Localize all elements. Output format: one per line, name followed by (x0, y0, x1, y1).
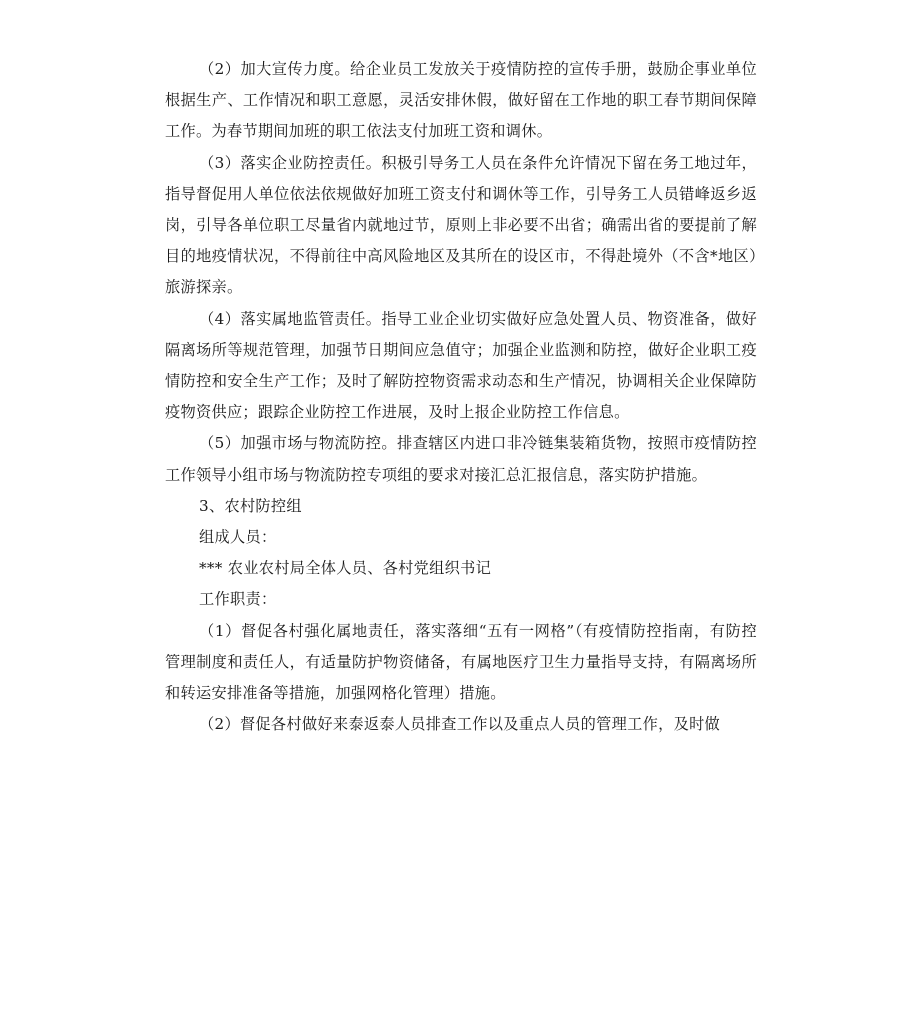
duty-item: （2）督促各村做好来泰返泰人员排查工作以及重点人员的管理工作，及时做 (199, 715, 721, 734)
paragraph-territorial-supervision: （4）落实属地监管责任。指导工业企业切实做好应急处置人员、物资准备，做好隔离场所等规范管理，加强节日期间应急值守；加强企业监测和防控，做好企业职工疫情防控和安全生产工作；及时了解防控物资需求动态和生产情况，协调相关企业保障防疫物资供应；跟踪企业防控工作进展，及时上报企业防控工作信息。 (165, 309, 757, 422)
duties-label: 工作职责： (199, 590, 277, 609)
section-title: 3、农村防控组 (199, 496, 302, 515)
paragraph-publicity: （2）加大宣传力度。给企业员工发放关于疫情防控的宣传手册，鼓励企事业单位根据生产、工作情况和职工意愿，灵活安排休假，做好留在工作地的职工春节期间保障工作。为春节期间加班的职工依法支付加班工资和调休。 (165, 60, 757, 141)
paragraph-market-logistics: （5）加强市场与物流防控。排查辖区内进口非冷链集装箱货物，按照市疫情防控工作领导小组市场与物流防控专项组的要求对接汇总汇报信息，落实防护措施。 (165, 434, 757, 484)
members-label: 组成人员： (199, 528, 277, 547)
duty-item: （1）督促各村强化属地责任，落实落细“五有一网格”（有疫情防控指南，有防控管理制度和责任人，有适量防护物资储备，有属地医疗卫生力量指导支持，有隔离场所和转运安排准备等措施，加强网格化管理）措施。 (165, 621, 757, 703)
paragraph-enterprise-responsibility: （3）落实企业防控责任。积极引导务工人员在条件允许情况下留在务工地过年，指导督促用人单位依法依规做好加班工资支付和调休等工作，引导务工人员错峰返乡返岗，引导各单位职工尽量省内就地过节，原则上非必要不出省；确需出省的要提前了解目的地疫情状况，不得前往中高风险地区及其所在的设区市，不得赴境外（不含*地区）旅游探亲。 (165, 153, 757, 297)
document-page (165, 54, 757, 740)
members-text: *** 农业农村局全体人员、各村党组织书记 (199, 559, 492, 578)
